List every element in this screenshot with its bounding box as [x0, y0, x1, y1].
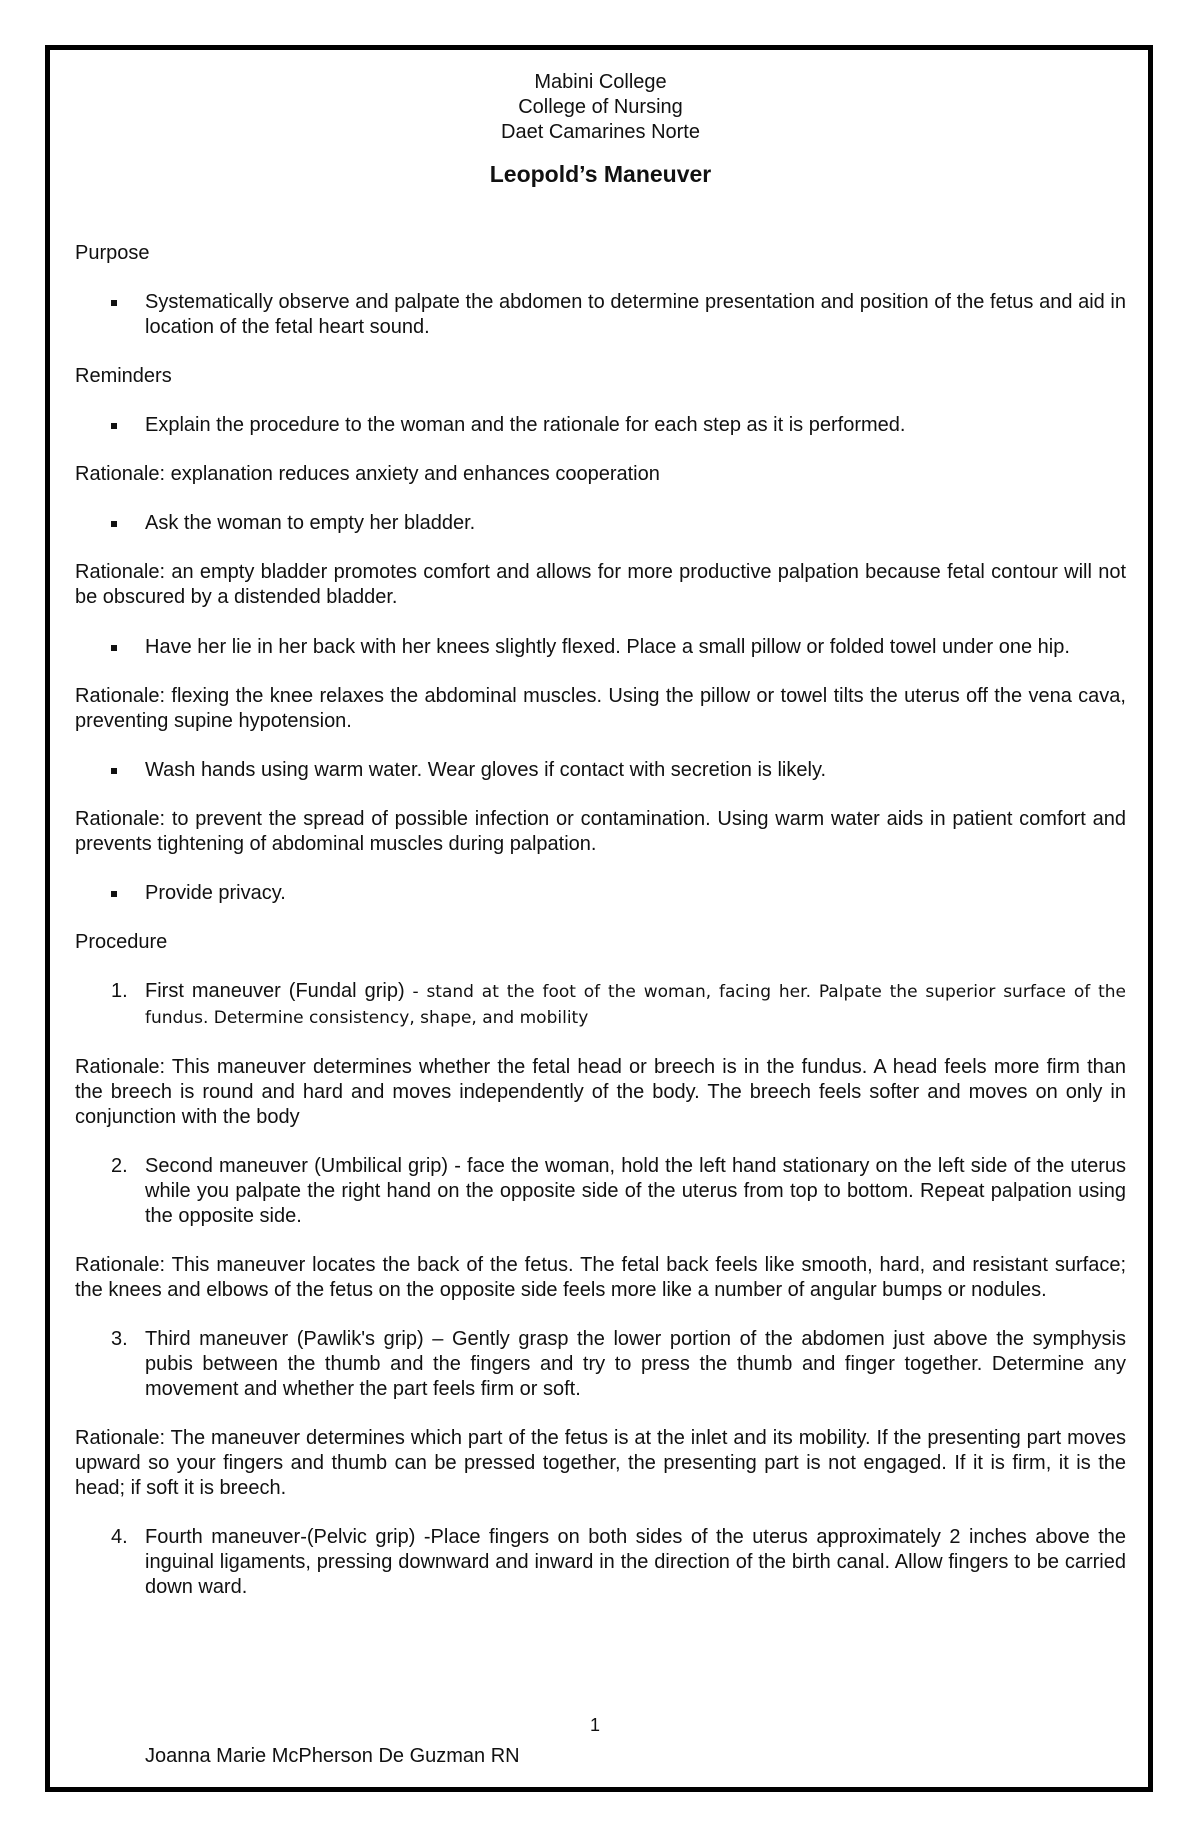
step-number: 4.	[111, 1526, 128, 1548]
purpose-bullet	[75, 290, 1126, 340]
reminder-rationale: Rationale: to prevent the spread of possible infection or contamination. Using warm water aids in patient comfort and prevents tightening of abdominal muscles during palpation.	[75, 808, 1126, 855]
step-lead: Fourth maneuver-(Pelvic grip)	[145, 1526, 416, 1548]
step-text: - face the woman, hold the left hand stationary on the left side of the uterus while you palpate the right hand on the opposite side of the uterus from top to bottom. Repeat palpation using the opposite side.	[145, 1155, 1126, 1227]
procedure-step-4	[75, 1525, 1126, 1600]
bullet-square-icon	[111, 300, 117, 306]
bullet-square-icon	[111, 423, 117, 429]
reminder-rationale: Rationale: flexing the knee relaxes the abdominal muscles. Using the pillow or towel tilts the uterus off the vena cava, preventing supine hypotension.	[75, 685, 1126, 732]
purpose-heading: Purpose	[75, 242, 150, 264]
procedure-step-1	[75, 979, 1126, 1031]
reminder-item-1	[75, 413, 1126, 438]
institution-name: Mabini College	[534, 71, 667, 93]
procedure-step-3	[75, 1327, 1126, 1402]
reminder-text: Explain the procedure to the woman and the rationale for each step as it is performed.	[145, 414, 906, 436]
page-border	[45, 45, 1153, 1792]
bullet-square-icon	[111, 768, 117, 774]
reminder-item-2	[75, 511, 1126, 536]
step-text: -Place fingers on both sides of the uterus approximately 2 inches above the inguinal ligaments, pressing downward and inward in the direction of the birth canal. Allow fingers to be carried down ward.	[145, 1526, 1127, 1598]
page-number: 1	[590, 1715, 601, 1735]
procedure-step-2	[75, 1154, 1126, 1229]
step-rationale: Rationale: The maneuver determines which part of the fetus is at the inlet and its mobility. If the presenting part moves upward so your fingers and thumb can be pressed together, the presenting part is not engaged. If it is firm, it is the head; if soft it is breech.	[75, 1427, 1126, 1499]
document-title: Leopold’s Maneuver	[489, 161, 712, 187]
document-body	[75, 70, 1126, 1600]
step-rationale: Rationale: This maneuver locates the back of the fetus. The fetal back feels like smooth, hard, and resistant surface; the knees and elbows of the fetus on the opposite side feels more like a number of angular bumps or nodules.	[75, 1254, 1126, 1301]
reminder-item-5	[75, 881, 1126, 906]
reminder-rationale: Rationale: an empty bladder promotes comfort and allows for more productive palpation because fetal contour will not be obscured by a distended bladder.	[75, 561, 1126, 608]
reminder-rationale: Rationale: explanation reduces anxiety and enhances cooperation	[75, 463, 660, 485]
reminder-item-4	[75, 758, 1126, 783]
reminder-text: Wash hands using warm water. Wear gloves if contact with secretion is likely.	[145, 759, 827, 781]
location-name: Daet Camarines Norte	[501, 121, 700, 143]
step-rationale: Rationale: This maneuver determines whether the fetal head or breech is in the fundus. A head feels more firm than the breech is round and hard and moves independently of the body. The breech feels softer and moves on only in conjunction with the body	[75, 1056, 1126, 1128]
reminders-heading: Reminders	[75, 365, 172, 387]
reminder-text: Provide privacy.	[145, 882, 286, 904]
reminder-item-3	[75, 635, 1126, 660]
procedure-heading: Procedure	[75, 931, 168, 953]
reminder-text: Have her lie in her back with her knees slightly flexed. Place a small pillow or folded towel under one hip.	[145, 636, 1070, 658]
bullet-square-icon	[111, 645, 117, 651]
step-lead: First maneuver (Fundal grip)	[145, 980, 405, 1002]
step-number: 3.	[111, 1328, 128, 1350]
step-lead: Third maneuver (Pawlik's grip)	[145, 1328, 424, 1350]
step-number: 2.	[111, 1155, 128, 1177]
bullet-square-icon	[111, 891, 117, 897]
step-number: 1.	[111, 980, 128, 1002]
author-name: Joanna Marie McPherson De Guzman RN	[145, 1745, 520, 1767]
reminder-text: Ask the woman to empty her bladder.	[145, 512, 476, 534]
department-name: College of Nursing	[518, 96, 683, 118]
step-text: – Gently grasp the lower portion of the abdomen just above the symphysis pubis between the thumb and the fingers and try to press the thumb and finger together. Determine any movement and whether the part feels firm or soft.	[145, 1328, 1127, 1400]
bullet-square-icon	[111, 521, 117, 527]
step-text: - stand at the foot of the woman, facing her. Palpate the superior surface of the fundus. Determine consistency, shape, and mobility	[145, 982, 1126, 1028]
step-lead: Second maneuver (Umbilical grip)	[145, 1155, 449, 1177]
purpose-bullet-text: Systematically observe and palpate the abdomen to determine presentation and position of the fetus and aid in location of the fetal heart sound.	[145, 291, 1126, 338]
